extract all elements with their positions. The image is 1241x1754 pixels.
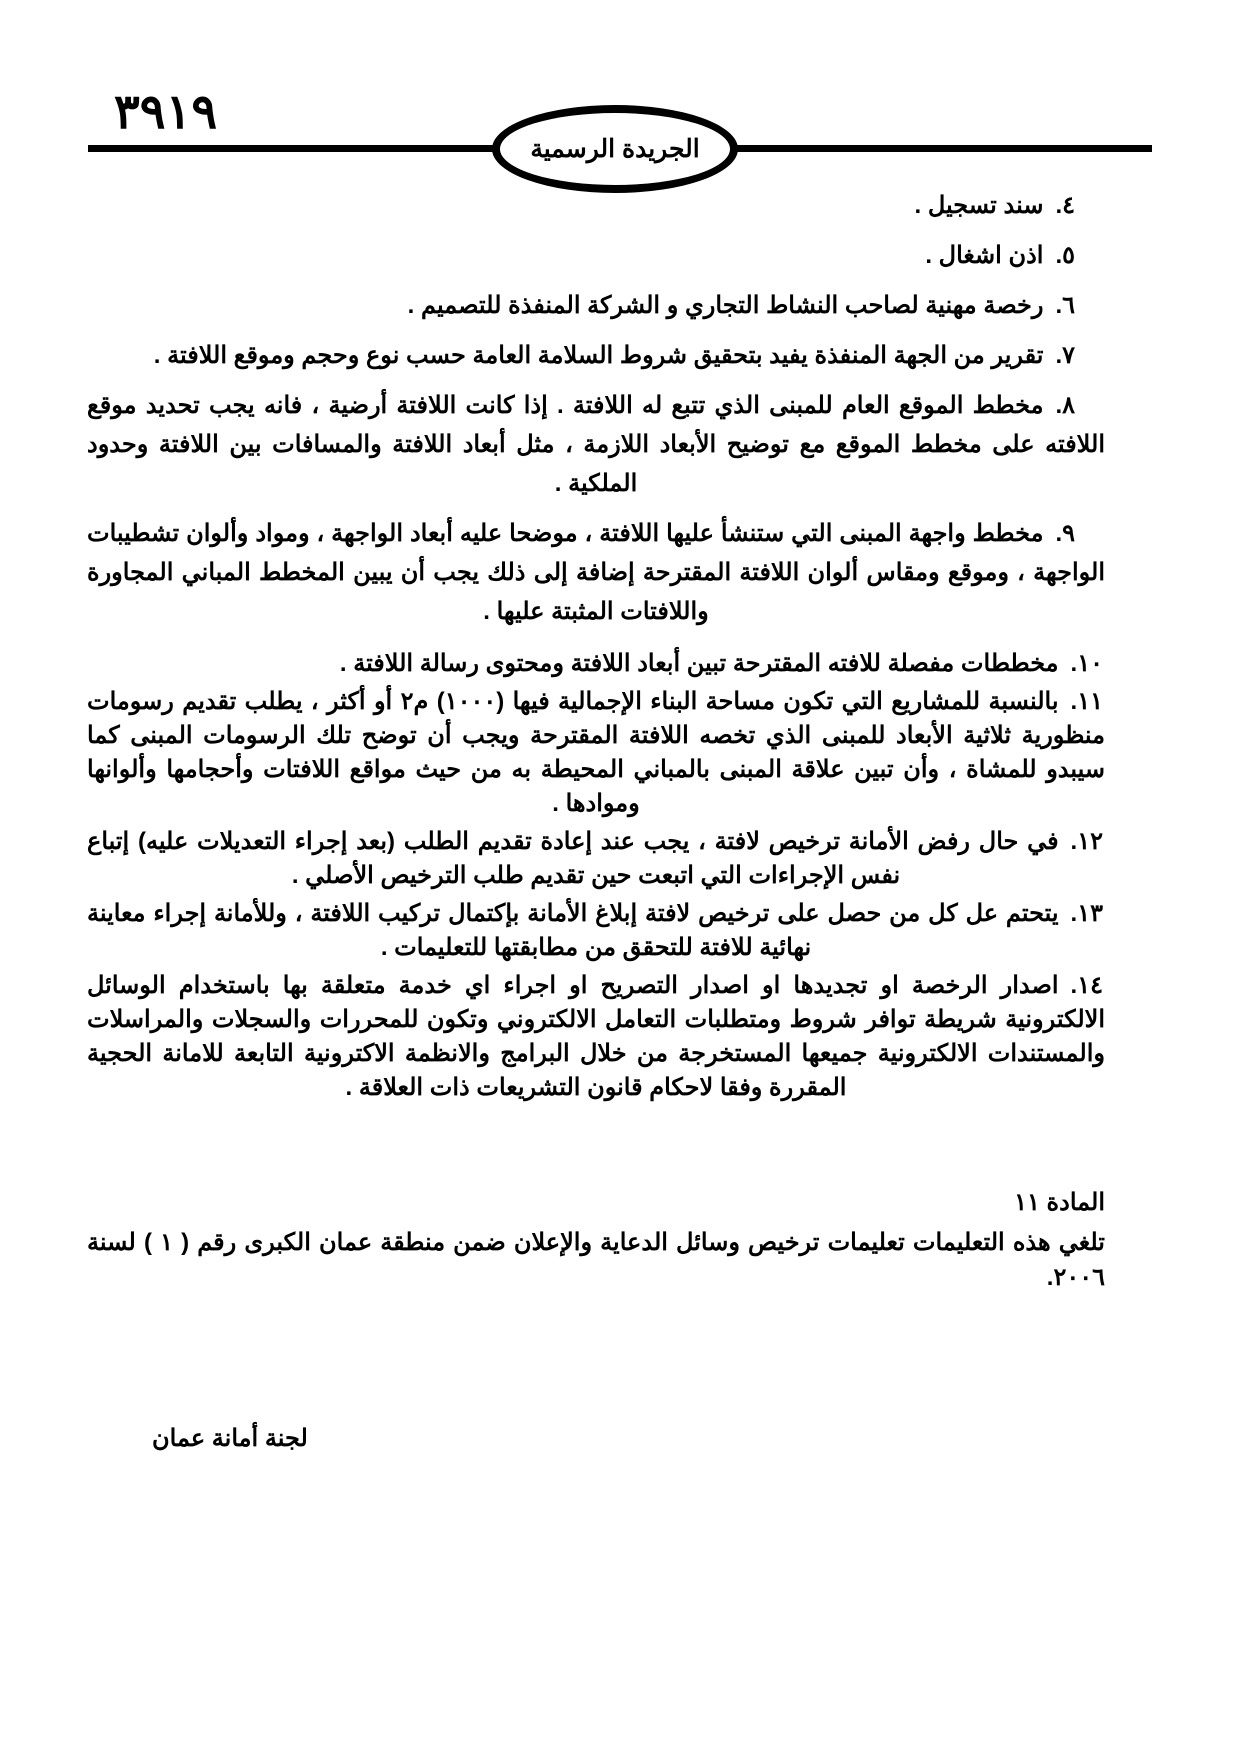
list-item-text: تقرير من الجهة المنفذة يفيد بتحقيق شروط السلامة العامة حسب نوع وحجم وموقع اللافتة . (153, 342, 1044, 369)
list-item-text: مخططات مفصلة للافته المقترحة تبين أبعاد اللافتة ومحتوى رسالة اللافتة . (339, 650, 1059, 677)
list-item-number: ١٠. (1070, 650, 1103, 677)
list-item (87, 286, 1105, 325)
article-section (87, 1185, 1105, 1295)
page-number: ٣٩١٩ (114, 86, 218, 139)
list-item-text: يتحتم عل كل من حصل على ترخيص لافتة إبلاغ الأمانة بإكتمال تركيب اللافتة ، وللأمانة إجراء معاينة نهائية للافتة للتحقق من مطابقتها للتعليمات . (87, 900, 1059, 961)
list-item-number: ١١. (1070, 688, 1103, 715)
list-item-text: رخصة مهنية لصاحب النشاط التجاري و الشركة المنفذة للتصميم . (407, 292, 1044, 319)
list-item-number: ٨. (1055, 392, 1075, 419)
list-item-text: اصدار الرخصة او تجديدها او اصدار التصريح او اجراء اي خدمة متعلقة بها باستخدام الوسائل الالكترونية شريطة توافر شروط ومتطلبات التعامل الالكتروني وتكون للمحررات والسجلات والمراسلات والمستندات الالكترونية جميعها المستخرجة من خلال البرامج والانظمة الاكترونية التابعة للامانة الحجية المقررة وفقا لاحكام قانون التشريعات ذات العلاقة . (87, 972, 1105, 1101)
list-item-number: ١٤. (1070, 972, 1103, 999)
list-item-number: ٥. (1055, 242, 1075, 269)
list-item-text: اذن اشغال . (925, 242, 1044, 269)
list-item-number: ١٣. (1070, 900, 1103, 927)
list-item (87, 386, 1105, 503)
article-title: المادة ١١ (1014, 1189, 1105, 1216)
article-body: تلغي هذه التعليمات تعليمات ترخيص وسائل الدعاية والإعلان ضمن منطقة عمان الكبرى رقم ( ١ ) لسنة ٢٠٠٦. (87, 1229, 1105, 1291)
gazette-oval-badge (492, 105, 738, 193)
list-item-text: في حال رفض الأمانة ترخيص لافتة ، يجب عند إعادة تقديم الطلب (بعد إجراء التعديلات عليه) إتباع نفس الإجراءات التي اتبعت حين تقديم طلب الترخيص الأصلي . (87, 828, 1059, 889)
list-item-text: مخطط واجهة المبنى التي ستنشأ عليها اللافتة ، موضحا عليه أبعاد الواجهة ، ومواد وألوان تشطيبات الواجهة ، وموقع ومقاس ألوان اللافتة المقترحة إضافة إلى ذلك يجب أن يبين المخطط المباني المجاورة واللافتات المثبتة عليها . (87, 520, 1105, 625)
list-item-text: مخطط الموقع العام للمبنى الذي تتبع له اللافتة . إذا كانت اللافتة أرضية ، فانه يجب تحديد موقع اللافته على مخطط الموقع مع توضيح الأبعاد اللازمة ، مثل أبعاد اللافتة والمسافات بين اللافتة وحدود الملكية . (87, 392, 1105, 497)
list-item (87, 514, 1105, 631)
list-item (87, 969, 1105, 1105)
document-body (87, 186, 1105, 1295)
gazette-title: الجريدة الرسمية (530, 135, 700, 163)
list-item (87, 897, 1105, 965)
list-item (87, 336, 1105, 375)
list-item-number: ٤. (1055, 192, 1075, 219)
signature-committee: لجنة أمانة عمان (152, 1425, 308, 1452)
list-item (87, 685, 1105, 821)
list-item-number: ٧. (1055, 342, 1075, 369)
list-item (87, 236, 1105, 275)
list-item-text: بالنسبة للمشاريع التي تكون مساحة البناء الإجمالية فيها (١٠٠٠) م٢ أو أكثر ، يطلب تقديم رسومات منظورية ثلاثية الأبعاد للمبنى الذي تخصه اللافتة المقترحة ويجب أن توضح تلك الرسومات المبنى كما سيبدو للمشاة ، وأن تبين علاقة المبنى بالمباني المحيطة به من حيث مواقع اللافتات وأحجامها وألوانها وموادها . (87, 688, 1105, 817)
list-item-number: ٦. (1055, 292, 1075, 319)
list-item-number: ٩. (1055, 520, 1075, 547)
list-item-text: سند تسجيل . (914, 192, 1044, 219)
list-item-number: ١٢. (1070, 828, 1103, 855)
list-item (87, 647, 1105, 681)
list-item (87, 825, 1105, 893)
